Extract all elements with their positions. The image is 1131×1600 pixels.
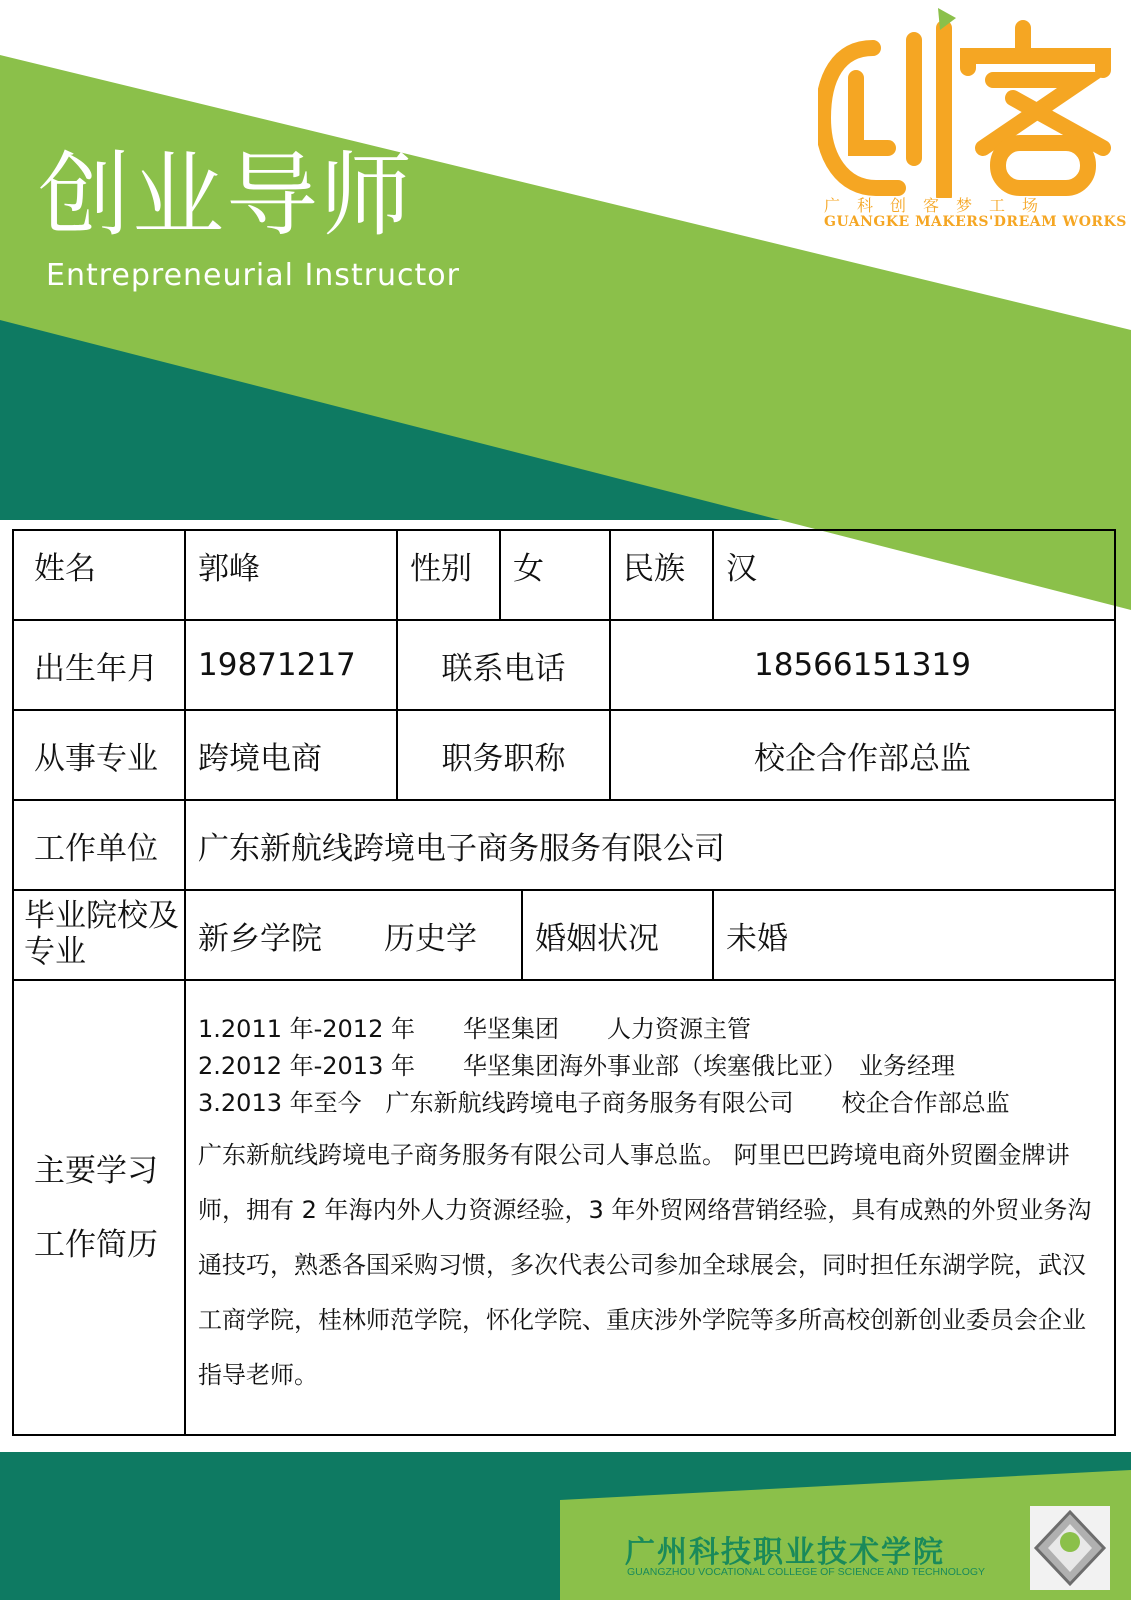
- ethnicity-value: 汉: [713, 530, 1115, 620]
- gender-label: 性别: [397, 530, 500, 620]
- experience-item: 1.2011 年-2012 年 华坚集团 人力资源主管: [198, 1015, 751, 1043]
- bio-text: 广东新航线跨境电子商务服务有限公司人事总监。 阿里巴巴跨境电商外贸圈金牌讲师，拥有 2 年海内外人力资源经验，3 年外贸网络营销经验，具有成熟的外贸业务沟通技巧，熟悉各国采购习惯，多次代表公司参加全球展会，同时担任东湖学院，武汉工商学院，桂林师范学院，怀化学院、重庆涉外学院等多所高校创新创业委员会企业指导老师。: [198, 1141, 1092, 1389]
- school-label: 毕业院校及专业: [13, 890, 185, 980]
- major-label: 从事专业: [13, 710, 185, 800]
- table-row-name: [13, 530, 1115, 620]
- employer-label: 工作单位: [13, 800, 185, 890]
- employer-value: 广东新航线跨境电子商务服务有限公司: [185, 800, 1115, 890]
- phone-value: 18566151319: [610, 620, 1115, 710]
- name-label: 姓名: [13, 530, 185, 620]
- resume-content: [185, 980, 1115, 1435]
- resume-label: [13, 980, 185, 1435]
- footer-school-name: 广州科技职业技术学院: [625, 1535, 945, 1570]
- experience-item: 2.2012 年-2013 年 华坚集团海外事业部（埃塞俄比亚） 业务经理: [198, 1052, 955, 1080]
- table-row-resume: [13, 980, 1115, 1435]
- marital-label: 婚姻状况: [522, 890, 713, 980]
- logo-tagline-cn: 广科创客梦工场: [824, 196, 1056, 215]
- table-row-employer: [13, 800, 1115, 890]
- logo-tagline-en: GUANGKE MAKERS'DREAM WORKS: [824, 214, 1127, 230]
- resume-label-line-2: 工作简历: [34, 1226, 158, 1263]
- position-label: 职务职称: [397, 710, 610, 800]
- position-value: 校企合作部总监: [610, 710, 1115, 800]
- table-row-birth: [13, 620, 1115, 710]
- resume-label-line-1: 主要学习: [34, 1152, 158, 1189]
- birth-label: 出生年月: [13, 620, 185, 710]
- birth-value: 19871217: [185, 620, 397, 710]
- school-value: 新乡学院 历史学: [185, 890, 522, 980]
- table-row-school: [13, 890, 1115, 980]
- school-emblem-icon: [1030, 1506, 1110, 1590]
- page-title: 创业导师: [38, 142, 415, 249]
- instructor-info-table: [12, 529, 1116, 1436]
- footer-school-name-en: GUANGZHOU VOCATIONAL COLLEGE OF SCIENCE AND TECHNOLOGY: [627, 1566, 986, 1578]
- name-value: 郭峰: [185, 530, 397, 620]
- experience-item: 3.2013 年至今 广东新航线跨境电子商务服务有限公司 校企合作部总监: [198, 1089, 1010, 1117]
- gender-value: 女: [500, 530, 610, 620]
- page-subtitle: Entrepreneurial Instructor: [46, 258, 460, 293]
- marital-value: 未婚: [713, 890, 1115, 980]
- table-row-major: [13, 710, 1115, 800]
- phone-label: 联系电话: [397, 620, 610, 710]
- major-value: 跨境电商: [185, 710, 397, 800]
- ethnicity-label: 民族: [610, 530, 713, 620]
